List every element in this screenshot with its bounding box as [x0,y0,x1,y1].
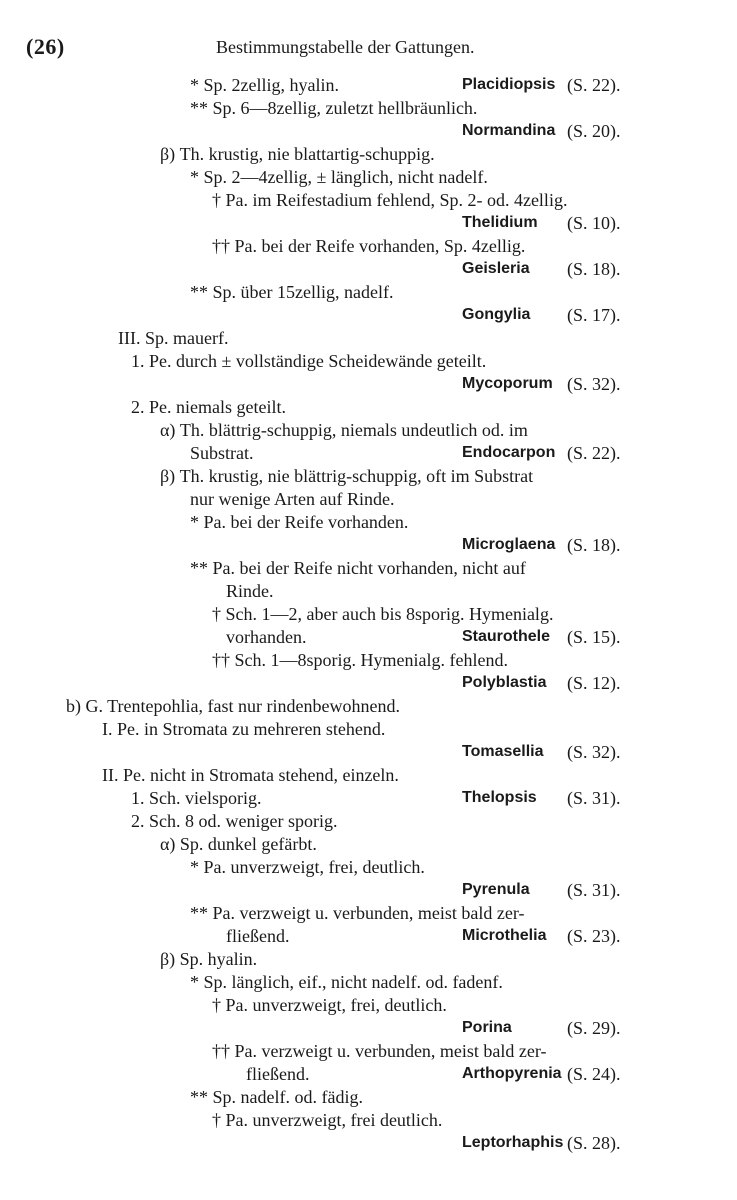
key-line-text: ** Pa. bei der Reife nicht vorhanden, nicht auf [190,558,526,578]
page-reference: (S. 12). [567,673,621,693]
page-reference: (S. 18). [567,259,621,279]
key-line-text: * Sp. 2zellig, hyalin. [190,75,339,95]
key-line-text: vorhanden. [226,627,307,647]
key-line-text: * Sp. 2—4zellig, ± länglich, nicht nadelf. [190,167,488,187]
page-reference: (S. 32). [567,374,621,394]
key-line-text: ** Sp. nadelf. od. fädig. [190,1087,363,1107]
key-line-text: * Pa. unverzweigt, frei, deutlich. [190,857,425,877]
genus-name: Polyblastia [462,674,547,691]
genus-name: Microthelia [462,927,547,944]
page-reference: (S. 18). [567,535,621,555]
genus-name: Tomasellia [462,743,544,760]
page-reference: (S. 29). [567,1018,621,1038]
key-line-text: †† Pa. bei der Reife vorhanden, Sp. 4zellig. [212,236,526,256]
key-line-text: α) Sp. dunkel gefärbt. [160,834,317,854]
page-reference: (S. 22). [567,443,621,463]
key-line-text: β) Sp. hyalin. [160,949,258,969]
key-line-text: β) Th. krustig, nie blattartig-schuppig. [160,144,435,164]
genus-name: Pyrenula [462,881,530,898]
page-reference: (S. 23). [567,926,621,946]
key-line-text: 2. Pe. niemals geteilt. [131,397,286,417]
genus-name: Arthopyrenia [462,1065,562,1082]
genus-name: Porina [462,1019,512,1036]
page-reference: (S. 32). [567,742,621,762]
genus-name: Microglaena [462,536,556,553]
page-number: (26) [26,34,65,59]
key-line-text: ** Pa. verzweigt u. verbunden, meist bald zer- [190,903,525,923]
genus-name: Endocarpon [462,444,556,461]
key-line-text: †† Pa. verzweigt u. verbunden, meist bald zer- [212,1041,547,1061]
key-line-text: β) Th. krustig, nie blättrig-schuppig, oft im Substrat [160,466,534,486]
key-line-text: Rinde. [226,581,274,601]
key-line-text: † Sch. 1—2, aber auch bis 8sporig. Hymenialg. [212,604,554,624]
genus-name: Thelidium [462,214,538,231]
page-reference: (S. 20). [567,121,621,141]
key-line-text: 2. Sch. 8 od. weniger sporig. [131,811,338,831]
genus-name: Mycoporum [462,375,553,392]
key-line-text: † Pa. im Reifestadium fehlend, Sp. 2- od. 4zellig. [212,190,568,210]
key-line-text: b) G. Trentepohlia, fast nur rindenbewohnend. [66,696,400,716]
key-line-text: † Pa. unverzweigt, frei deutlich. [212,1110,443,1130]
page-reference: (S. 24). [567,1064,621,1084]
genus-name: Thelopsis [462,789,537,806]
key-line-text: II. Pe. nicht in Stromata stehend, einzeln. [102,765,399,785]
genus-name: Gongylia [462,306,531,323]
running-title: Bestimmungstabelle der Gattungen. [216,37,475,57]
key-line-text: ** Sp. 6—8zellig, zuletzt hellbräunlich. [190,98,478,118]
key-line-text: † Pa. unverzweigt, frei, deutlich. [212,995,447,1015]
key-line-text: III. Sp. mauerf. [118,328,229,348]
key-line-text: * Pa. bei der Reife vorhanden. [190,512,409,532]
key-line-text: 1. Pe. durch ± vollständige Scheidewände geteilt. [131,351,487,371]
key-line-text: fließend. [246,1064,310,1084]
key-line-text: nur wenige Arten auf Rinde. [190,489,395,509]
genus-name: Staurothele [462,628,551,645]
genus-name: Leptorhaphis [462,1134,564,1151]
key-line-text: fließend. [226,926,290,946]
page-reference: (S. 28). [567,1133,621,1153]
page-reference: (S. 22). [567,75,621,95]
genus-name: Geisleria [462,260,530,277]
page-reference: (S. 31). [567,788,621,808]
genus-name: Normandina [462,122,556,139]
key-line-text: ** Sp. über 15zellig, nadelf. [190,282,394,302]
key-line-text: 1. Sch. vielsporig. [131,788,262,808]
page-reference: (S. 10). [567,213,621,233]
key-line-text: Substrat. [190,443,254,463]
page-reference: (S. 17). [567,305,621,325]
key-line-text: †† Sch. 1—8sporig. Hymenialg. fehlend. [212,650,508,670]
page-reference: (S. 31). [567,880,621,900]
page-reference: (S. 15). [567,627,621,647]
key-line-text: α) Th. blättrig-schuppig, niemals undeutlich od. im [160,420,528,440]
key-line-text: I. Pe. in Stromata zu mehreren stehend. [102,719,386,739]
key-line-text: * Sp. länglich, eif., nicht nadelf. od. fadenf. [190,972,503,992]
genus-name: Placidiopsis [462,76,556,93]
